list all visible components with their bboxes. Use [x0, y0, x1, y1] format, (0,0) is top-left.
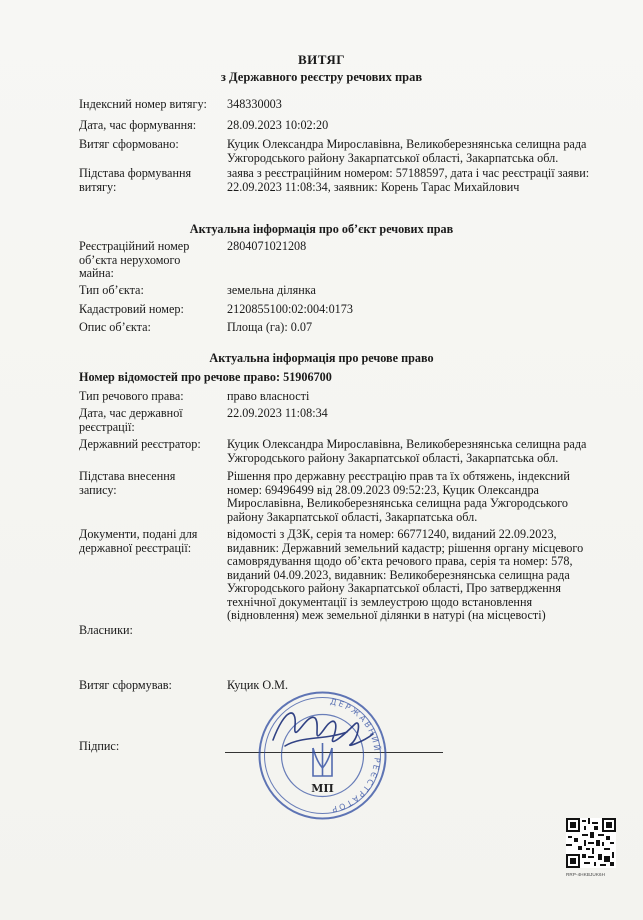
basis-label: Підстава формування витягу: [79, 166, 192, 194]
qr-code-text: RRP-4HKBJUK6H [566, 872, 606, 877]
registrar-label: Державний реєстратор: [79, 437, 201, 451]
index-value: 348330003 [227, 97, 282, 111]
state-date-value: 22.09.2023 11:08:34 [227, 406, 328, 420]
right-type-label: Тип речового права: [79, 389, 184, 403]
reg-number-label: Реєстраційний номер об’єкта нерухомого майна: [79, 239, 190, 280]
description-value: Площа (га): 0.07 [227, 320, 313, 334]
object-type-label: Тип об’єкта: [79, 283, 144, 297]
object-section-heading: Актуальна інформація про об’єкт речових прав [189, 222, 454, 236]
official-stamp [255, 688, 390, 823]
description-label: Опис об’єкта: [79, 320, 151, 334]
formed-label: Витяг сформовано: [79, 137, 179, 151]
cadastral-value: 2120855100:02:004:0173 [227, 302, 353, 316]
qr-code [566, 818, 616, 868]
formed-by-value: Куцик О.М. [227, 678, 289, 692]
date-label: Дата, час формування: [79, 118, 197, 132]
record-number-line: Номер відомостей про речове право: 51906700 [79, 370, 332, 384]
entry-basis-value: Рішення про державну реєстрацію прав та їх обтяжень, індексний номер: 69496499 від 28.09.2023 09:52:23, Куцик Олександра Мирославівна, Великоберезнянська селищна рада Ужгородського району Закарпатської області, Закарпатська обл. [227, 469, 570, 524]
registrar-value: Куцик Олександра Мирославівна, Великоберезнянська селищна рада Ужгородського району Закарпатської області, Закарпатська обл. [227, 437, 587, 465]
object-type-value: земельна ділянка [227, 283, 316, 297]
document-subtitle: з Державного реєстру речових прав [220, 70, 423, 84]
documents-label: Документи, подані для державної реєстрації: [79, 527, 198, 555]
stamp-mark: МП [311, 782, 334, 795]
documents-value: відомості з ДЗК, серія та номер: 66771240, виданий 22.09.2023, видавник: Державний земельний кадастр; рішення органу місцевого самоврядування щодо об’єкта речового права, серія та номер: 578, виданий 04.09.2023, видавник: Великоберезнянська селищна рада Ужгородського району Закарпатської області, Про затвердження технічної документації із землеустрою щодо встановлення (відновлення) меж земельної ділянки в натурі (на місцевості) [227, 527, 584, 622]
basis-value: заява з реєстраційним номером: 57188597, дата і час реєстрації заяви: 22.09.2023 11:08:34, заявник: Корень Тарас Михайлович [227, 166, 590, 194]
signature-label: Підпис: [79, 739, 120, 753]
index-label: Індексний номер витягу: [79, 97, 207, 111]
right-type-value: право власності [227, 389, 310, 403]
right-section-heading: Актуальна інформація про речове право [209, 351, 434, 365]
svg-text:ДЕРЖАВНИЙ РЕЄСТРАТОР [329, 697, 383, 814]
formed-by-label: Витяг сформував: [79, 678, 172, 692]
trident-icon [313, 743, 332, 776]
stamp-ring-text: ДЕРЖАВНИЙ РЕЄСТРАТОР [329, 697, 382, 814]
reg-number-value: 2804071021208 [227, 239, 307, 253]
document-title: ВИТЯГ [297, 52, 346, 67]
formed-value: Куцик Олександра Мирославівна, Великоберезнянська селищна рада Ужгородського району Закарпатської області, Закарпатська обл. [227, 137, 587, 165]
state-date-label: Дата, час державної реєстрації: [79, 406, 183, 434]
entry-basis-label: Підстава внесення запису: [79, 469, 176, 497]
cadastral-label: Кадастровий номер: [79, 302, 184, 316]
date-value: 28.09.2023 10:02:20 [227, 118, 329, 132]
owners-label: Власники: [79, 623, 133, 637]
